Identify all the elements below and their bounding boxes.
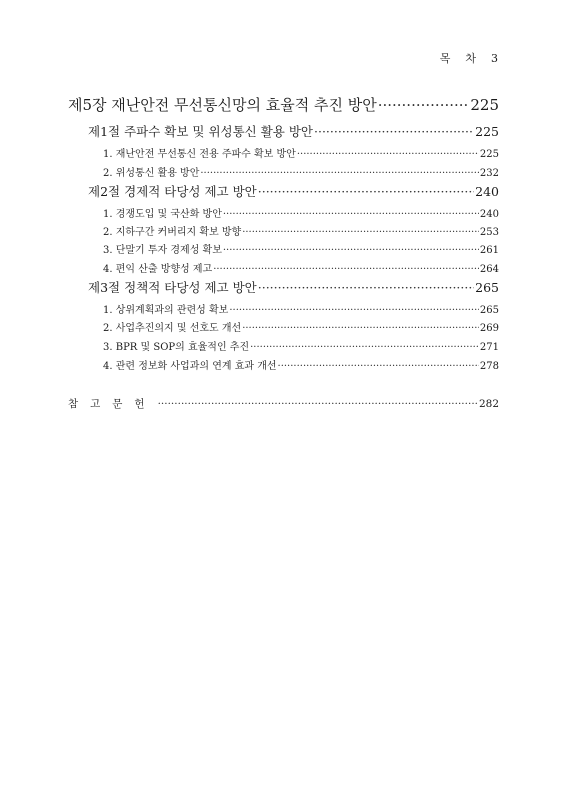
toc-entry-page: 225 — [475, 124, 499, 139]
toc-entry-title: 4. 편익 산출 방향성 제고 — [103, 264, 213, 275]
toc-entry-page: 240 — [479, 209, 499, 220]
leader-dots — [223, 245, 479, 256]
toc-entry-page: 265 — [475, 280, 499, 295]
leader-dots — [229, 305, 479, 316]
toc-entry-title: 제3절 정책적 타당성 제고 방안 — [88, 280, 257, 295]
toc-entry-title: 2. 지하구간 커버리지 확보 방향 — [103, 227, 242, 238]
toc-entry-page: 225 — [470, 96, 499, 114]
toc-entry-page: 253 — [479, 227, 499, 238]
toc-entry-page: 225 — [479, 149, 499, 160]
toc-entry-title: 2. 사업추진의지 및 선호도 개선 — [103, 323, 242, 334]
toc-entry-title: 참고문헌 — [68, 398, 157, 410]
leader-dots — [223, 209, 479, 220]
toc-item[interactable] — [103, 338, 499, 353]
toc-entry-page: 278 — [479, 361, 499, 372]
toc-section-1[interactable] — [88, 122, 499, 140]
leader-dots — [250, 342, 479, 353]
toc-entry-title: 4. 관련 정보화 사업과의 연계 효과 개선 — [103, 361, 277, 372]
toc-item[interactable] — [103, 241, 499, 256]
toc-entry-title: 1. 상위계획과의 관련성 확보 — [103, 305, 229, 316]
toc-item[interactable] — [103, 205, 499, 220]
header-label-1: 목 — [439, 52, 452, 65]
leader-dots — [213, 264, 479, 275]
toc-chapter-5[interactable] — [68, 94, 499, 115]
toc-entry-title: 제1절 주파수 확보 및 위성통신 활용 방안 — [88, 124, 313, 139]
toc-entry-page: 269 — [479, 323, 499, 334]
toc-item[interactable] — [103, 145, 499, 160]
toc-item[interactable] — [103, 223, 499, 238]
toc-entry-page: 282 — [478, 398, 499, 410]
toc-entry-page: 264 — [479, 264, 499, 275]
leader-dots — [158, 398, 478, 410]
leader-dots — [378, 96, 470, 114]
leader-dots — [242, 227, 479, 238]
toc-item[interactable] — [103, 301, 499, 316]
header-label-2: 차 — [465, 52, 477, 65]
toc-entry-title: 1. 재난안전 무선통신 전용 주파수 확보 방안 — [103, 149, 296, 160]
header-page-number: 3 — [491, 52, 499, 65]
toc-section-2[interactable] — [88, 182, 499, 200]
toc-references[interactable] — [68, 396, 499, 411]
toc-entry-title: 3. BPR 및 SOP의 효율적인 추진 — [103, 342, 250, 353]
toc-item[interactable] — [103, 260, 499, 275]
toc-entry-page: 265 — [479, 305, 499, 316]
toc-entry-page: 232 — [479, 168, 499, 179]
leader-dots — [297, 149, 479, 160]
toc-item[interactable] — [103, 357, 499, 372]
leader-dots — [258, 280, 474, 295]
toc-entry-title: 1. 경쟁도입 및 국산화 방안 — [103, 209, 222, 220]
toc-entry-page: 240 — [475, 184, 499, 199]
toc-section-3[interactable] — [88, 278, 499, 296]
toc-entry-title: 제2절 경제적 타당성 제고 방안 — [88, 184, 257, 199]
toc-entry-page: 271 — [479, 342, 499, 353]
toc-entry-title: 2. 위성통신 활용 방안 — [103, 168, 200, 179]
toc-entry-page: 261 — [479, 245, 499, 256]
running-header — [440, 50, 499, 66]
leader-dots — [242, 323, 479, 334]
toc-entry-title: 3. 단말기 투자 경제성 확보 — [103, 245, 222, 256]
leader-dots — [258, 184, 474, 199]
toc-entry-title: 제5장 재난안전 무선통신망의 효율적 추진 방안 — [68, 96, 377, 114]
toc-item[interactable] — [103, 164, 499, 179]
leader-dots — [314, 124, 474, 139]
leader-dots — [278, 361, 479, 372]
toc-item[interactable] — [103, 319, 499, 334]
leader-dots — [200, 168, 479, 179]
